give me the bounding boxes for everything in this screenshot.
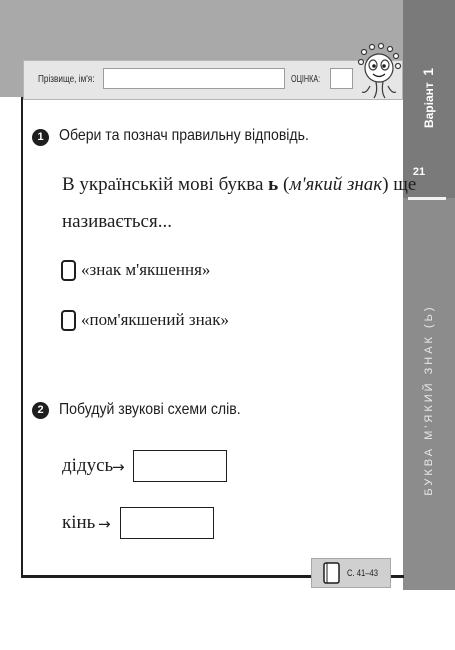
arrow-right-icon: → [112, 458, 125, 476]
mascot-icon [356, 42, 402, 100]
task-1-statement [62, 174, 416, 196]
topic-label [403, 270, 455, 530]
page-number: 21 [412, 166, 426, 178]
name-label: Прізвище, ім'я: [38, 74, 95, 85]
left-rule [21, 97, 23, 577]
side-divider [408, 197, 446, 200]
task-1-statement-line-2: називається... [62, 211, 172, 232]
statement-part-3: ) ще [382, 174, 417, 195]
topic-text: БУКВА М'ЯКИЙ ЗНАК (Ь) [423, 304, 435, 496]
statement-part-2: ( [278, 174, 290, 195]
variant-label [403, 58, 455, 138]
option-1-checkbox[interactable] [61, 260, 76, 281]
option-2-label: «пом'якшений знак» [81, 310, 229, 329]
statement-letter: ь [268, 174, 279, 195]
grade-label: ОЦІНКА: [291, 74, 321, 85]
statement-italic: м'який знак [289, 174, 383, 195]
statement-part-1: В українській мові буква [62, 174, 269, 195]
task-2-instruction: Побудуй звукові схеми слів. [59, 401, 241, 418]
word-2: кінь [62, 512, 96, 533]
book-icon [322, 561, 342, 585]
arrow-right-icon: → [98, 515, 111, 533]
page-reference: С. 41–43 [347, 568, 379, 578]
task-2-number: 2 [32, 402, 49, 419]
option-2-checkbox[interactable] [61, 310, 76, 331]
variant-number: 1 [420, 67, 436, 76]
variant-word: Варіант [422, 82, 436, 129]
task-1-number: 1 [32, 129, 49, 146]
word-1-scheme-box[interactable] [133, 450, 227, 482]
name-field[interactable] [103, 68, 285, 89]
word-2-scheme-box[interactable] [120, 507, 214, 539]
grade-field[interactable] [330, 68, 353, 89]
task-1-instruction: Обери та познач правильну відповідь. [59, 127, 309, 144]
option-1-label: «знак м'якшення» [81, 260, 211, 279]
word-1: дідусь [62, 455, 114, 476]
